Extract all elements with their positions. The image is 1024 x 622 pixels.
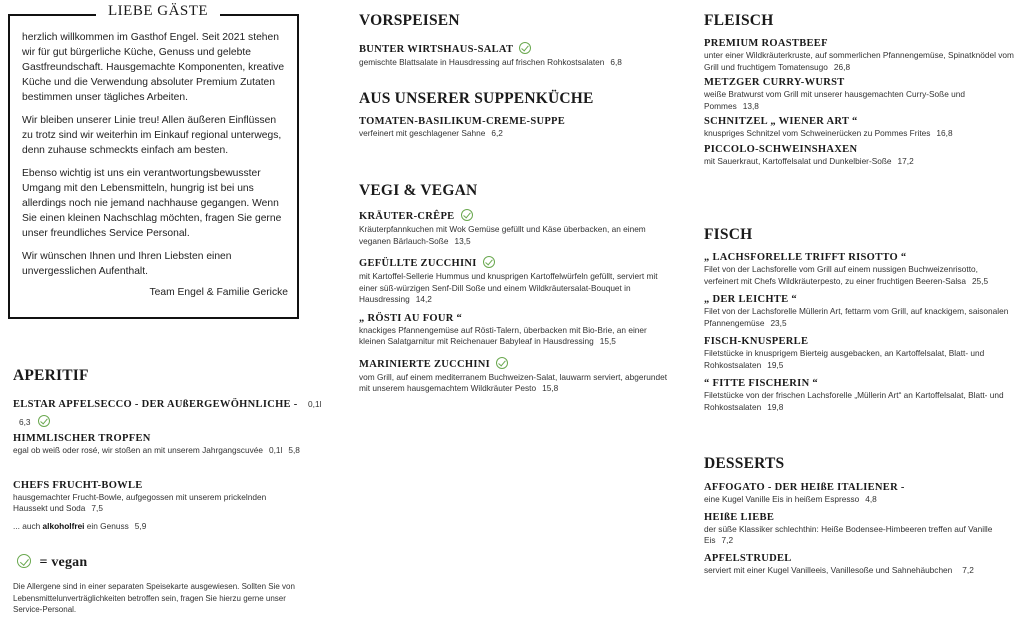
item-price: 15,8: [542, 383, 559, 393]
menu-item: [704, 481, 1019, 506]
item-desc: vom Grill, auf einem mediterranem Buchweizen-Salat, lauwarm serviert, abgerundet mit unserem hausgemachtem Wildkräuter Pesto: [359, 371, 668, 393]
menu-item: [704, 251, 1009, 287]
item-name: AFFOGATO - DER HEIßE ITALIENER -: [704, 482, 905, 493]
item-price: 16,8: [936, 128, 953, 138]
item-price: 26,8: [833, 61, 851, 72]
vegan-icon: [483, 256, 495, 268]
menu-item: [359, 354, 671, 395]
item-size: 0,1l: [308, 399, 322, 409]
item-name: MARINIERTE ZUCCHINI: [359, 358, 491, 370]
desserts-title: DESSERTS: [704, 455, 785, 472]
menu-item: [13, 432, 333, 457]
item-desc: Kräuterpfannkuchen mit Wok Gemüse gefüllt und Käse überbacken, an einem veganen Bärlauch-Soße: [359, 224, 646, 246]
item-name: APFELSTRUDEL: [704, 552, 792, 564]
item-name: GEFÜLLTE ZUCCHINI: [359, 258, 477, 269]
item-price: 14,2: [415, 294, 432, 304]
fleisch-title: FLEISCH: [704, 12, 774, 29]
item-desc: egal ob weiß oder rosé, wir stoßen an mit unserem Jahrgangscuvée: [13, 445, 263, 455]
item-price: 7,2: [721, 535, 734, 545]
menu-item: [359, 253, 671, 306]
item-desc: knackiges Pfannengemüse auf Rösti-Talern, überbacken mit Bio-Brie, an einer kleinen Salatgarnitur mit Reichenauer Babyleaf in Hausdressing: [359, 324, 647, 346]
alcohol-free-note: ... auch alkoholfrei ein Genuss 5,9: [13, 520, 147, 531]
item-name: FISCH-KNUSPERLE: [704, 336, 809, 347]
item-name: “ FITTE FISCHERIN “: [704, 378, 818, 389]
item-name: KRÄUTER-CRÊPE: [359, 211, 455, 222]
vegi-section: [359, 182, 671, 401]
vegan-legend-label: = vegan: [39, 555, 88, 570]
greeting-paragraph-3: Ebenso wichtig ist uns ein verantwortungsbewusster Umgang mit den Lebensmitteln, hungrig ist bei uns allerdings noch nie jemand nachhause gegangen. Wenn Sie einen kleinen Nachschlag möchten, fragen Sie gerne unser freundliches Service Personal.: [22, 168, 282, 239]
item-name: TOMATEN-BASILIKUM-CREME-SUPPE: [359, 116, 566, 127]
item-price: 7,2: [962, 564, 974, 575]
fisch-section: [704, 226, 1009, 419]
item-desc: weiße Bratwurst vom Grill mit unserer hausgemachten Curry-Soße und Pommes: [704, 89, 965, 111]
menu-item: [704, 37, 1016, 73]
menu-item: [13, 394, 333, 430]
item-name: SCHNITZEL „ WIENER ART “: [704, 116, 858, 127]
greeting-paragraph-1: herzlich willkommen im Gasthof Engel. Seit 2021 stehen wir für gut bürgerliche Küche, Genuss und gelebte Gastfreundschaft. Hausgemachte Komponenten, kreative Küche und die Verwendung absoluter Premium Zutaten bestimmen unser tägliches Arbeiten.: [22, 32, 285, 103]
menu-item: [704, 76, 1016, 112]
item-price: 19,8: [767, 401, 784, 412]
item-desc: unter einer Wildkräuterkruste, auf sommerlichen Pfannengemüse, Spinatknödel vom Grill und fruchtigem Tomatensugo: [704, 50, 1014, 72]
vegan-icon: [496, 357, 508, 369]
item-name: CHEFS FRUCHT-BOWLE: [13, 479, 143, 491]
menu-item: [704, 293, 1009, 329]
item-price: 5,8: [288, 445, 300, 455]
menu-item: [704, 377, 1009, 413]
suppen-section: [359, 90, 679, 146]
item-desc: serviert mit einer Kugel Vanilleeis, Vanillesoße und Sahnehäubchen: [704, 564, 953, 575]
vegan-icon: [17, 554, 31, 568]
item-price: 13,8: [742, 100, 759, 111]
vorspeisen-title: VORSPEISEN: [359, 12, 460, 29]
item-desc: der süße Klassiker schlechthin: Heiße Bodensee-Himbeeren treffen auf Vanille Eis: [704, 523, 993, 545]
aperitif-title: APERITIF: [13, 367, 89, 384]
item-price: 25,5: [971, 275, 989, 286]
item-price: 19,5: [767, 359, 784, 370]
item-name: HIMMLISCHER TROPFEN: [13, 433, 151, 444]
item-name: PREMIUM ROASTBEEF: [704, 38, 828, 49]
item-desc: Filetstücke von der frischen Lachsforelle „Müllerin Art“ an Kartoffelsalat, Blatt- und Rohkostsalaten: [704, 390, 1004, 412]
menu-item: [359, 39, 679, 69]
item-name: PICCOLO-SCHWEINSHAXEN: [704, 143, 858, 155]
aperitif-section: [13, 367, 333, 532]
menu-item: [704, 143, 1016, 168]
item-desc: mit Sauerkraut, Kartoffelsalat und Dunkelbier-Soße: [704, 155, 892, 166]
item-price: 6,3: [19, 417, 31, 427]
greeting-signature: Team Engel & Familie Gericke: [149, 287, 288, 298]
menu-item: [704, 552, 1019, 577]
item-desc: knuspriges Schnitzel vom Schweinerücken zu Pommes Frites: [704, 128, 931, 138]
menu-item: [704, 115, 1016, 140]
vegi-title: VEGI & VEGAN: [359, 182, 478, 199]
menu-item: [359, 206, 671, 247]
vegan-legend: [17, 553, 87, 571]
item-name: „ DER LEICHTE “: [704, 294, 797, 305]
item-name: „ LACHSFORELLE TRIFFT RISOTTO “: [704, 252, 907, 263]
menu-item: [359, 115, 679, 140]
item-desc: Filetstücke in knusprigem Bierteig ausgebacken, an Kartoffelsalat, Blatt- und Rohkostsalaten: [704, 348, 985, 370]
item-desc: gemischte Blattsalate in Hausdressing auf frischen Rohkostsalaten: [359, 57, 605, 67]
fisch-title: FISCH: [704, 226, 753, 243]
item-price: 23,5: [770, 317, 787, 328]
item-price: 6,8: [610, 57, 622, 67]
item-desc: Filet von der Lachsforelle vom Grill auf einem nussigen Buchweizenrisotto, verfeinert mit Chefs Wildkräuterpesto, zu einer fruchtigen Beeren-Salsa: [704, 264, 978, 286]
item-name: HEIßE LIEBE: [704, 511, 775, 523]
item-desc: verfeinert mit geschlagener Sahne: [359, 128, 486, 138]
vorspeisen-section: [359, 12, 679, 75]
item-price: 13,5: [454, 235, 471, 246]
item-name: ELSTAR APFELSECCO - DER AUßERGEWÖHNLICHE -: [13, 399, 298, 410]
item-price: 17,2: [897, 155, 914, 166]
menu-item: [704, 335, 1009, 371]
greeting-paragraph-4: Wir wünschen Ihnen und Ihren Liebsten einen unvergesslichen Aufenthalt.: [22, 251, 232, 277]
item-desc: hausgemachter Frucht-Bowle, aufgegossen mit unserem prickelnden Haussekt und Soda: [13, 491, 267, 513]
item-name: BUNTER WIRTSHAUS-SALAT: [359, 44, 514, 55]
item-desc: Filet von der Lachsforelle Müllerin Art, fettarm vom Grill, auf knackigem, saisonalen Pfannengemüse: [704, 306, 1009, 328]
suppen-title: AUS UNSERER SUPPENKÜCHE: [359, 90, 594, 107]
greeting-title: LIEBE GÄSTE: [96, 3, 220, 20]
vegan-icon: [38, 415, 50, 427]
item-price: 4,8: [865, 494, 877, 504]
item-price: 7,5: [91, 503, 103, 513]
greeting-box: [8, 14, 299, 319]
menu-item: [704, 511, 1019, 547]
greeting-paragraph-2: Wir bleiben unserer Linie treu! Allen äußeren Einflüssen zu trotz sind wir weiterhin im Einkauf regional unterwegs, denn zuhause schmeckts einfach am besten.: [22, 115, 282, 156]
item-desc: mit Kartoffel-Sellerie Hummus und knusprigen Kartoffelwürfeln gefüllt, serviert mit einer süß-würzigen Senf-Dill Soße und einem Wildkräutersalat-Bouquet in Hausdressing: [359, 271, 658, 304]
fleisch-section: [704, 12, 1016, 173]
item-size: 0,1l: [268, 445, 283, 455]
item-price: 15,5: [599, 336, 616, 346]
item-desc: eine Kugel Vanille Eis in heißem Espresso: [704, 494, 860, 504]
item-price: 5,9: [134, 520, 147, 531]
vegan-icon: [461, 209, 473, 221]
item-name: „ RÖSTI AU FOUR “: [359, 312, 463, 324]
item-price: 6,2: [491, 128, 503, 138]
desserts-section: [704, 455, 1019, 582]
allergen-note: Die Allergene sind in einer separaten Speisekarte ausgewiesen. Sollten Sie von Lebensmittelunverträglichkeiten betroffen sein, fragen Sie hierzu gerne unser Service-Personal.: [13, 582, 295, 614]
item-name: METZGER CURRY-WURST: [704, 77, 845, 88]
menu-item: [359, 312, 671, 348]
menu-item: [13, 479, 333, 515]
vegan-icon: [519, 42, 531, 54]
